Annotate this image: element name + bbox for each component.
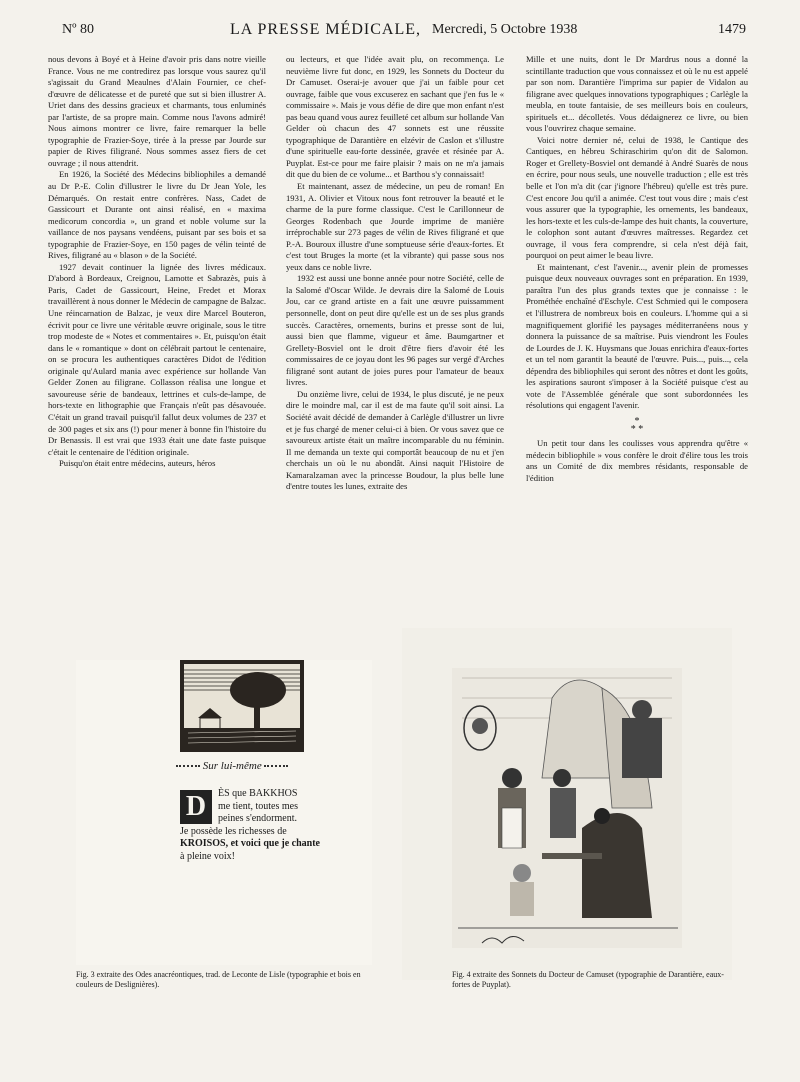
- paragraph: Et maintenant, assez de médecine, un peu de roman! En 1931, A. Olivier et Vitoux nous font retrouver la beauté et le charme de la pure forme classique. C'est le Carillonneur de Georges Rodenbach que Jourde imprime de manière irréprochable sur 273 pages de vélin de Rives filigrané et que P.-A. Bouroux illustre d'une somptueuse série d'eaux-fortes. Et c'est tout Bruges la morte (et la vibrante) qui passe sous nos yeux dans ce noble livre.: [286, 181, 504, 272]
- section-separator: * * *: [630, 415, 644, 435]
- paragraph: Un petit tour dans les coulisses vous apprendra qu'être « médecin bibliophile » vous confère le droit d'élire tous les trois ans un Comité de dix membres résidants, responsable de l'édition: [526, 437, 748, 483]
- paragraph: Mille et une nuits, dont le Dr Mardrus nous a donné la scintillante traduction que vous connaissez et où le nu est appelé par son nom. Darantière l'imprima sur papier de Vidalon au filigrane avec quelques innovations typographiques ; Carlègle la meubla, en toute fantaisie, de ses meilleurs bois en couleurs, spirituels et... décolletés. Vous dédaignerez ce livre, ou bien vous l'ouvrirez chaque semaine.: [526, 54, 748, 134]
- issue-number: Nº 80: [62, 22, 94, 37]
- woodcut-illustration: [180, 660, 304, 752]
- poem-line: KROISOS, et voici que je chante: [180, 838, 320, 849]
- figure-4: [402, 628, 732, 980]
- page-number: 1479: [718, 22, 746, 37]
- poem-line: me tient, toutes mes: [218, 800, 298, 812]
- ornament-rule: [264, 765, 288, 767]
- text-column-3: [526, 54, 748, 624]
- poem-line: à pleine voix!: [180, 850, 235, 862]
- poem-text: [180, 788, 370, 863]
- drop-cap-letter: D: [180, 790, 212, 824]
- poem-line: peines s'endorment.: [218, 813, 298, 824]
- poem-heading: Sur lui-même: [176, 760, 336, 780]
- text-column-2: [286, 54, 504, 624]
- paragraph: nous devons à Boyé et à Heine d'avoir pris dans notre vieille France. Vous ne me contredirez pas lorsque vous saurez qu'il s'agissait du Grand Meaulnes d'Alain Fournier, ce chef-d'œuvre de délicatesse et de pureté que sut si bien illustrer A. Uriet dans des dessins gracieux et charmants, tous enluminés par l'artiste, de sa propre main. Comme nous l'avons admiré! Nous aimons montrer ce livre, faire remarquer la belle typographie de Frazier-Soye, tirée à la presse par Jourde sur papier de Rives filigrané. Nous sommes assez fiers de cet ouvrage ; il nous attendrit.: [48, 54, 266, 168]
- journal-title: LA PRESSE MÉDICALE,: [230, 21, 422, 38]
- poem-line: Je possède les richesses de: [180, 825, 287, 837]
- paragraph: ou lecteurs, et que l'idée avait plu, on recommença. Le neuvième livre fut donc, en 1929, les Sonnets du Docteur du Dr Camuset. Oserai-je avouer que j'ai un faible pour cet ouvrage, faible que vous excuserez en sachant que j'en fus le « commissaire ». Mais je vous défie de dire que mon enfant n'est pas beau quand vous aurez feuilleté cet album sur hollande Van Gelder où chacun des 47 sonnets est une réussite typographique de Darantière en elzévir de Caslon et s'illustre d'une spirituelle eau-forte dessinée, gravée et résinée par A. Puyplat. Est-ce pour me faire plaisir ? mais on ne m'a jamais dit que du bien de ce volume... et Barthou s'y connaissait!: [286, 54, 504, 180]
- issue-date: Mercredi, 5 Octobre 1938: [432, 22, 578, 37]
- paragraph: 1927 devait continuer la lignée des livres médicaux. D'abord à Bordeaux, Creignou, Lamotte et Sabrazès, puis à Paris, Cadet de Gassicourt, Heine, Fredet et Morax travaillèrent à nous donner le Médecin de campagne de Balzac. Une réincarnation de Balzac, je veux dire Marcel Bouteron, écrivit pour ce livre une véritable œuvre originale, sous le titre trop modeste de « Notes et commentaires ». Et, puisqu'on était dans le « romantique » dont on célébrait partout le centenaire, on se procura les authentiques caractères Didot de l'édition originale qu'Aulard mania avec expérience sur hollande Van Gelder Zonen au filigrane. Collasson réalisa une longue et savoureuse série de bandeaux, lettrines et culs-de-lampe, de hors-texte en lithographie que Français n'eût pas désavouée. C'était un grand travail puisqu'il fallut deux volumes de 237 et de 300 pages et six ans (!) pour mener à bonne fin l'histoire du Dr Benassis. Il est vrai que 1933 était une date faste puisque c'était le centenaire de l'édition originale.: [48, 261, 266, 457]
- figure-3: [76, 660, 372, 965]
- page-header: [58, 22, 748, 42]
- etching-illustration: [402, 628, 732, 980]
- paragraph: Puisqu'on était entre médecins, auteurs, héros: [59, 458, 216, 469]
- poem-line: ÈS que BAKKHOS: [218, 788, 298, 799]
- paragraph: En 1926, la Société des Médecins bibliophiles a demandé au Dr P.-E. Colin d'illustrer le livre du Dr Jean Yole, les Démarqués. On restait entre confrères. Nass, Cadet de Gassicourt et Durante ont ainsi réalisé, en « maxima medicorum concordia », un grand et noble volume sur la vaillance de nos paysans vendéens, puisant par ses bois et sa typographie de Frazier-Soye, en 150 pages de vélin teinté de Rives, filigrané au « blason » de la Société.: [48, 169, 266, 261]
- figure-4-caption: Fig. 4 extraite des Sonnets du Docteur de Camuset (typographie de Darantière, eaux-fortes de Puyplat).: [452, 970, 724, 989]
- ornament-rule: [176, 765, 200, 767]
- figure-3-caption: Fig. 3 extraite des Odes anacréontiques, trad. de Leconte de Lisle (typographie et bois en couleurs de Deslignières).: [76, 970, 361, 989]
- paragraph: Et maintenant, c'est l'avenir..., avenir plein de promesses puisque deux nouveaux ouvrages sont en préparation. En 1939, paraîtra l'un des plus grands textes que je connaisse : le Prométhée enchaîné d'Eschyle. C'est Schmied qui le composera et l'illustrera de nombreux bois en couleurs. L'homme qui a si magnifiquement glorifié les paysages méditerranéens nous y donnera la puissance de sa maîtrise. Puis viendront les Foules de Lourdes de J. K. Huysmans que Jouas enrichira d'eaux-fortes et un tel nom garantit la beauté de l'œuvre. Puis..., puis..., cela dépendra des bibliophiles qui seront des nôtres et dont les goûts, les aspirations sauront s'imposer à la Société puisque c'est au vote de l'Assemblée générale que sont subordonnées les résolutions qui engagent l'avenir.: [526, 261, 748, 411]
- paragraph: 1932 est aussi une bonne année pour notre Société, celle de la Salomé d'Oscar Wilde. Je devrais dire la Salomé de Louis Jou, car ce grand artiste en a fait une œuvre puissamment personnelle, dont on peut dire qu'elle est un de ses plus grands succès. Caractères, ornements, burins et presse sont de lui, aussi bien que flamme, vigueur et âme. Baumgartner et Grellety-Bosviel ont le droit d'être fiers d'avoir été les commissaires de ce joyau dont les 96 pages sur vergé d'Arches filigrané sont autant de joies pures pour l'amateur de beaux livres.: [286, 273, 504, 388]
- paragraph: Du onzième livre, celui de 1934, le plus discuté, je ne peux dire le moindre mal, car il est de ma faute qu'il soit ainsi. La Société avait décidé de demander à Carlègle d'illustrer un livre et je fus chargé de mener celui-ci à bien. Or vous savez que ce savoureux artiste était un maître incomparable du nu féminin. Il me demanda un texte qui comportât beaucoup de nu et j'en cherchais un où le nu abondât. Ainsi naquit l'Histoire de Kamaralzaman avec la princesse Boudour, la plus belle lune d'entre toutes les lunes, extraite des: [286, 388, 504, 492]
- paragraph: Voici notre dernier né, celui de 1938, le Cantique des Cantiques, en hébreu Schiraschirim qu'on dit de Salomon. Roger et Grellety-Bosviel ont demandé à André Suarès de nous en écrire, pour nous seuls, une nouvelle traduction ; elle est très belle et l'on m'a dit (car j'ignore l'hébreu) qu'elle est très pure. C'est encore Jou qu'il a animée. C'est tout vous dire ; mais c'est vous assurer que la typographie, les ornements, les bandeaux, les hors-texte et les culs-de-lampe des huit chants, la couverture, le colophon sont autant d'œuvres maîtresses. Regardez cet ouvrage, il vous fera comprendre, si cela n'est déjà fait, pourquoi on peut aimer le beau livre.: [526, 134, 748, 261]
- text-column-1: [48, 54, 266, 624]
